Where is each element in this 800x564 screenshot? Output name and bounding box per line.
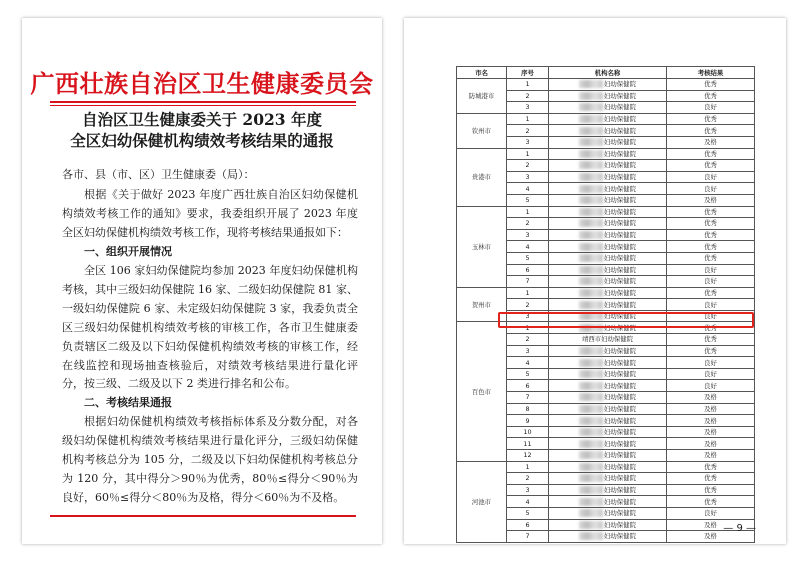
institution-cell (549, 507, 667, 519)
result-cell: 优秀 (667, 218, 755, 230)
institution-cell (549, 148, 667, 160)
institution-name: 妇幼保健院 (604, 393, 636, 402)
redacted-name-blur (579, 521, 603, 529)
result-cell: 优秀 (667, 473, 755, 485)
redacted-name-blur (579, 359, 603, 367)
institution-name: 妇幼保健院 (604, 474, 636, 483)
redacted-name-blur (579, 231, 603, 239)
salutation: 各市、县（市、区）卫生健康委（局）： (62, 168, 255, 181)
redacted-name-blur (579, 498, 603, 506)
result-cell: 优秀 (667, 229, 755, 241)
result-cell: 及格 (667, 531, 755, 543)
institution-name: 妇幼保健院 (604, 103, 636, 112)
institution-cell (549, 102, 667, 114)
result-cell: 及格 (667, 426, 755, 438)
number-cell: 1 (507, 206, 549, 218)
number-cell: 4 (507, 357, 549, 369)
result-cell: 优秀 (667, 496, 755, 508)
header-result: 考核结果 (667, 67, 755, 79)
institution-name: 靖西市妇幼保健院 (581, 335, 634, 344)
table-row (457, 148, 755, 160)
redacted-name-blur (579, 486, 603, 494)
institution-cell (549, 125, 667, 137)
institution-name: 妇幼保健院 (604, 416, 636, 425)
redacted-name-blur (579, 80, 603, 88)
result-cell: 及格 (667, 392, 755, 404)
number-cell: 7 (507, 276, 549, 288)
institution-name: 妇幼保健院 (604, 358, 636, 367)
header-institution: 机构名称 (549, 67, 667, 79)
number-cell: 7 (507, 392, 549, 404)
number-cell: 7 (507, 531, 549, 543)
institution-name: 妇幼保健院 (604, 196, 636, 205)
header-number: 序号 (507, 67, 549, 79)
result-cell: 优秀 (667, 322, 755, 334)
city-cell: 玉林市 (457, 206, 507, 287)
redacted-name-blur (579, 92, 603, 100)
section2-body: 根据妇幼保健机构绩效考核指标体系及分数分配，对各级妇幼保健机构绩效考核结果进行量化评分，三级妇幼保健机构考核总分为 105 分，二级及以下妇幼保健机构考核总分为 120 分，其中得分＞90％为优秀，80％≤得分＜90％为良好，60％≤得分＜80％为及格，得分＜60％为不及格。 (62, 415, 358, 504)
number-cell: 3 (507, 484, 549, 496)
result-cell: 优秀 (667, 90, 755, 102)
result-cell: 优秀 (667, 113, 755, 125)
institution-name: 妇幼保健院 (604, 370, 636, 379)
number-cell: 3 (507, 310, 549, 322)
result-cell: 良好 (667, 264, 755, 276)
results-table (456, 66, 755, 543)
number-cell: 1 (507, 461, 549, 473)
institution-cell (549, 194, 667, 206)
redacted-name-blur (579, 208, 603, 216)
redacted-name-blur (579, 451, 603, 459)
redacted-name-blur (579, 417, 603, 425)
masthead: 广西壮族自治区卫生健康委员会 (30, 70, 374, 98)
number-cell: 4 (507, 496, 549, 508)
institution-cell (549, 171, 667, 183)
institution-cell (549, 90, 667, 102)
institution-name: 妇幼保健院 (604, 451, 636, 460)
result-cell: 良好 (667, 368, 755, 380)
redacted-name-blur (579, 289, 603, 297)
number-cell: 9 (507, 415, 549, 427)
institution-cell (549, 380, 667, 392)
redacted-name-blur (579, 347, 603, 355)
result-cell: 优秀 (667, 287, 755, 299)
result-cell: 优秀 (667, 484, 755, 496)
result-cell: 良好 (667, 357, 755, 369)
institution-name: 妇幼保健院 (604, 462, 636, 471)
result-cell: 及格 (667, 519, 755, 531)
section1-heading: 一、组织开展情况 (84, 245, 172, 258)
institution-cell (549, 183, 667, 195)
institution-cell (549, 252, 667, 264)
number-cell: 2 (507, 90, 549, 102)
redacted-name-blur (579, 150, 603, 158)
institution-name: 妇幼保健院 (604, 532, 636, 541)
document-title-line2: 全区妇幼保健机构绩效考核结果的通报 (70, 131, 334, 150)
city-cell: 防城港市 (457, 79, 507, 114)
result-cell: 优秀 (667, 461, 755, 473)
institution-name: 妇幼保健院 (604, 138, 636, 147)
institution-name: 妇幼保健院 (604, 91, 636, 100)
redacted-name-blur (579, 382, 603, 390)
institution-cell (549, 287, 667, 299)
city-cell: 河池市 (457, 461, 507, 542)
table-row (457, 287, 755, 299)
redacted-name-blur (579, 440, 603, 448)
redacted-name-blur (579, 370, 603, 378)
institution-name: 妇幼保健院 (604, 219, 636, 228)
number-cell: 5 (507, 507, 549, 519)
institution-cell (549, 276, 667, 288)
institution-cell (549, 345, 667, 357)
institution-cell (549, 531, 667, 543)
institution-name: 妇幼保健院 (604, 520, 636, 529)
result-cell: 优秀 (667, 160, 755, 172)
result-cell: 良好 (667, 171, 755, 183)
institution-cell (549, 450, 667, 462)
table-row (457, 113, 755, 125)
redacted-name-blur (579, 173, 603, 181)
institution-cell (549, 79, 667, 91)
number-cell: 3 (507, 229, 549, 241)
number-cell: 6 (507, 519, 549, 531)
number-cell: 5 (507, 252, 549, 264)
result-cell: 优秀 (667, 334, 755, 346)
institution-name: 妇幼保健院 (604, 149, 636, 158)
number-cell: 4 (507, 183, 549, 195)
table-row (457, 461, 755, 473)
result-cell: 良好 (667, 183, 755, 195)
institution-cell (549, 496, 667, 508)
redacted-name-blur (579, 405, 603, 413)
result-cell: 良好 (667, 299, 755, 311)
institution-name: 妇幼保健院 (604, 184, 636, 193)
number-cell: 6 (507, 264, 549, 276)
result-cell: 优秀 (667, 148, 755, 160)
institution-name: 妇幼保健院 (604, 428, 636, 437)
institution-name: 妇幼保健院 (604, 381, 636, 390)
redacted-name-blur (579, 463, 603, 471)
result-cell: 及格 (667, 136, 755, 148)
result-cell: 及格 (667, 403, 755, 415)
redacted-name-blur (579, 301, 603, 309)
table-header-row (457, 67, 755, 79)
institution-name: 妇幼保健院 (604, 277, 636, 286)
institution-cell (549, 519, 667, 531)
redacted-name-blur (579, 266, 603, 274)
institution-cell (549, 473, 667, 485)
redacted-name-blur (579, 127, 603, 135)
redacted-name-blur (579, 509, 603, 517)
redacted-name-blur (579, 103, 603, 111)
result-cell: 优秀 (667, 79, 755, 91)
document-title-line1: 自治区卫生健康委关于 2023 年度 (82, 110, 322, 129)
number-cell: 1 (507, 79, 549, 91)
city-cell: 百色市 (457, 322, 507, 461)
result-cell: 及格 (667, 194, 755, 206)
result-cell: 优秀 (667, 241, 755, 253)
redacted-name-blur (579, 254, 603, 262)
highlight-box (498, 312, 754, 328)
number-cell: 2 (507, 299, 549, 311)
document-page-right (404, 18, 786, 544)
institution-cell (549, 415, 667, 427)
institution-name: 妇幼保健院 (604, 346, 636, 355)
redacted-name-blur (579, 474, 603, 482)
institution-name: 妇幼保健院 (604, 288, 636, 297)
footer-rule (50, 515, 356, 517)
number-cell: 1 (507, 148, 549, 160)
institution-name: 妇幼保健院 (604, 126, 636, 135)
number-cell: 5 (507, 194, 549, 206)
number-cell: 10 (507, 426, 549, 438)
institution-name: 妇幼保健院 (604, 80, 636, 89)
table-row (457, 206, 755, 218)
redacted-name-blur (579, 196, 603, 204)
institution-name: 妇幼保健院 (604, 509, 636, 518)
institution-cell (549, 113, 667, 125)
number-cell: 3 (507, 136, 549, 148)
number-cell: 1 (507, 113, 549, 125)
institution-name: 妇幼保健院 (604, 497, 636, 506)
institution-name: 妇幼保健院 (604, 265, 636, 274)
table-row (457, 79, 755, 91)
number-cell: 3 (507, 171, 549, 183)
masthead-rule-bottom (50, 105, 356, 106)
result-cell: 及格 (667, 438, 755, 450)
institution-name: 妇幼保健院 (604, 312, 636, 321)
institution-name: 妇幼保健院 (604, 254, 636, 263)
redacted-name-blur (579, 115, 603, 123)
number-cell: 6 (507, 380, 549, 392)
result-cell: 良好 (667, 380, 755, 392)
institution-name: 妇幼保健院 (604, 439, 636, 448)
institution-cell (549, 218, 667, 230)
institution-cell (549, 160, 667, 172)
institution-cell (549, 461, 667, 473)
result-cell: 良好 (667, 102, 755, 114)
result-cell: 良好 (667, 507, 755, 519)
institution-cell (549, 299, 667, 311)
redacted-name-blur (579, 161, 603, 169)
institution-cell (549, 368, 667, 380)
institution-cell (549, 392, 667, 404)
redacted-name-blur (579, 185, 603, 193)
institution-name: 妇幼保健院 (604, 207, 636, 216)
redacted-name-blur (579, 138, 603, 146)
institution-cell (549, 438, 667, 450)
header-city: 市名 (457, 67, 507, 79)
number-cell: 3 (507, 345, 549, 357)
result-cell: 优秀 (667, 125, 755, 137)
number-cell: 12 (507, 450, 549, 462)
result-cell: 优秀 (667, 206, 755, 218)
redacted-name-blur (579, 532, 603, 540)
result-cell: 及格 (667, 415, 755, 427)
result-cell: 良好 (667, 276, 755, 288)
institution-cell (549, 136, 667, 148)
result-cell: 优秀 (667, 252, 755, 264)
number-cell: 5 (507, 368, 549, 380)
institution-cell (549, 403, 667, 415)
city-cell: 贵港市 (457, 148, 507, 206)
number-cell: 8 (507, 403, 549, 415)
institution-cell (549, 426, 667, 438)
result-cell: 良好 (667, 310, 755, 322)
institution-name: 妇幼保健院 (604, 231, 636, 240)
institution-cell (549, 334, 667, 346)
number-cell: 2 (507, 125, 549, 137)
institution-cell (549, 484, 667, 496)
redacted-name-blur (579, 243, 603, 251)
number-cell: 2 (507, 473, 549, 485)
institution-cell (549, 357, 667, 369)
institution-name: 妇幼保健院 (604, 115, 636, 124)
number-cell: 2 (507, 334, 549, 346)
result-cell: 优秀 (667, 345, 755, 357)
redacted-name-blur (579, 393, 603, 401)
number-cell: 11 (507, 438, 549, 450)
institution-cell (549, 206, 667, 218)
institution-name: 妇幼保健院 (604, 323, 636, 332)
institution-cell (549, 241, 667, 253)
number-cell: 4 (507, 241, 549, 253)
section1-body: 全区 106 家妇幼保健院均参加 2023 年度妇幼保健机构考核，其中三级妇幼保健院 16 家、二级妇幼保健院 81 家、一级妇幼保健院 6 家、未定级妇幼保健院 3 家，我委负责全区三级妇幼保健机构绩效考核的审核工作，各市卫生健康委负责辖区二级及以下妇幼保健机构绩效考核的审核工作，经在线监控和现场抽查核验后，对绩效考核结果进行量化评分，按三级、二级及以下 2 类进行排名和公布。 (62, 264, 358, 391)
section2-heading: 二、考核结果通报 (84, 396, 172, 409)
document-page-left (22, 18, 382, 544)
institution-cell (549, 264, 667, 276)
result-cell: 及格 (667, 450, 755, 462)
institution-name: 妇幼保健院 (604, 404, 636, 413)
page-number: — 9 — (723, 523, 756, 534)
city-cell: 贺州市 (457, 287, 507, 322)
institution-name: 妇幼保健院 (604, 242, 636, 251)
intro-paragraph: 根据《关于做好 2023 年度广西壮族自治区妇幼保健机构绩效考核工作的通知》要求，我委组织开展了 2023 年度全区妇幼保健机构绩效考核工作，现将考核结果通报如下： (62, 188, 358, 239)
number-cell: 2 (507, 160, 549, 172)
masthead-rule-top (50, 101, 356, 103)
institution-name: 妇幼保健院 (604, 486, 636, 495)
institution-name: 妇幼保健院 (604, 161, 636, 170)
number-cell: 3 (507, 102, 549, 114)
institution-name: 妇幼保健院 (604, 300, 636, 309)
number-cell: 1 (507, 287, 549, 299)
redacted-name-blur (579, 428, 603, 436)
redacted-name-blur (579, 277, 603, 285)
institution-name: 妇幼保健院 (604, 173, 636, 182)
institution-cell (549, 229, 667, 241)
table-body (457, 79, 755, 543)
number-cell: 2 (507, 218, 549, 230)
number-cell: 1 (507, 322, 549, 334)
city-cell: 钦州市 (457, 113, 507, 148)
redacted-name-blur (579, 219, 603, 227)
